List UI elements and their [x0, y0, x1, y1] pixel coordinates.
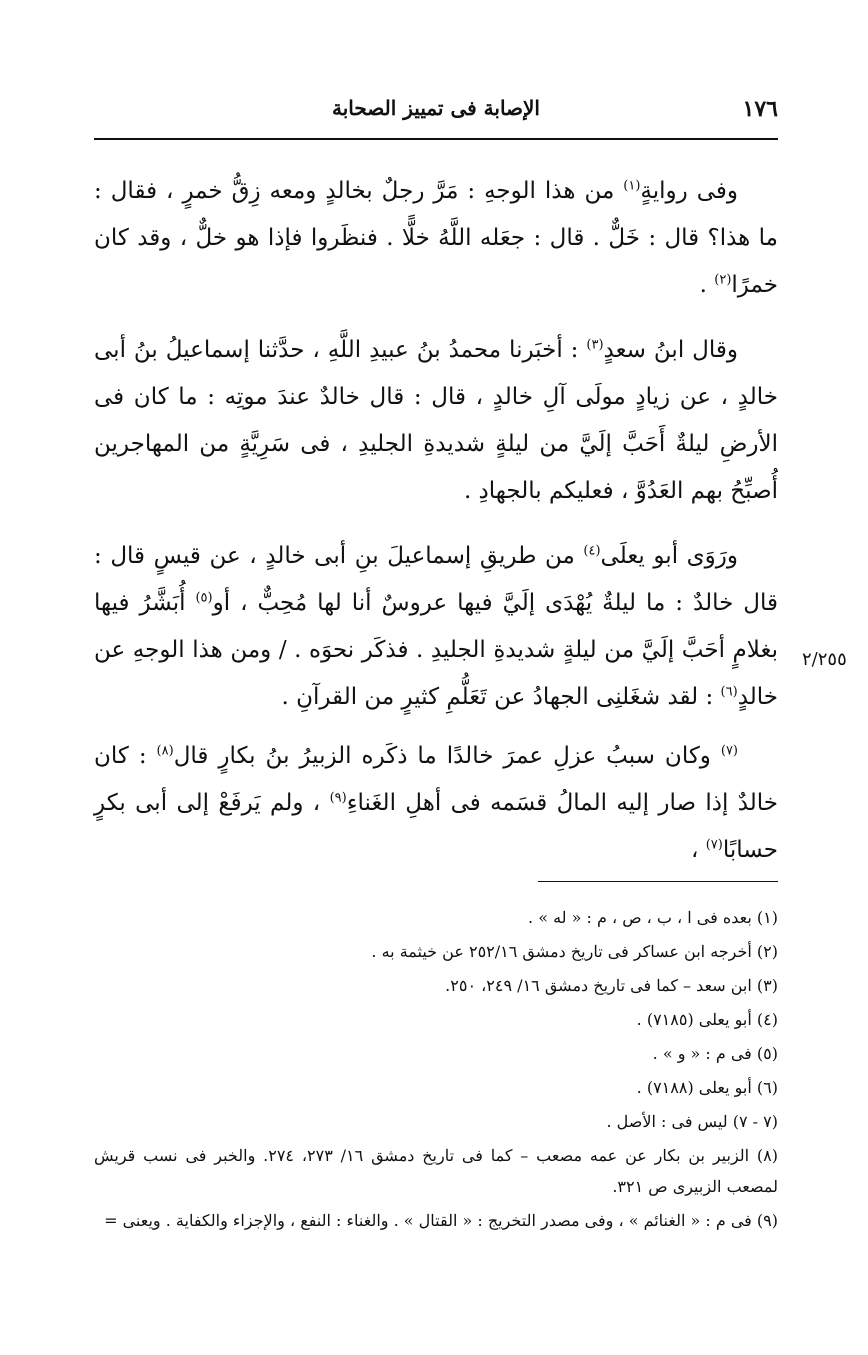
page-number: ١٧٦ — [742, 96, 778, 122]
main-text — [94, 168, 778, 892]
text-run: وفى روايةٍ — [640, 178, 739, 204]
text-run: من هذا الوجهِ : مَرَّ رجلٌ بخالدٍ ومعه زِقُّ خمرٍ ، فقال : ما هذا؟ قال : خَلٌّ . قال : جعَله اللَّهُ خلًّا . فنظَروا فإذا هو خلٌّ ، وقد كان خمرًا — [94, 178, 778, 298]
footnote-marker: (٦) — [720, 684, 738, 700]
text-run: أُبَشَّرُ فيها بغلامٍ أحَبَّ إلَيَّ من ليلةٍ شديدةِ الجليدِ . فذكَر نحوَه . / ومن هذا الوجهِ عن خالدٍ — [94, 590, 778, 710]
footnote-marker: (٥) — [195, 590, 213, 606]
paragraph — [94, 533, 778, 721]
footnote: (٩) فى م : « الغنائم » ، وفى مصدر التخريج : « القتال » . والغناء : النفع ، والإجزاء والكفاية . ويعنى = — [104, 1211, 778, 1230]
footnote: (٦) أبو يعلى (٧١٨٨) . — [636, 1078, 778, 1097]
paragraph — [94, 168, 778, 309]
text-run: : كان خالدٌ إذا صار إليه المالُ قسَمه فى أهلِ الغَناءِ — [94, 743, 778, 816]
text-run: وكان سببُ عزلِ عمرَ خالدًا ما ذكَره الزبيرُ بنُ بكارٍ قال — [173, 743, 721, 769]
footnote: (٢) أخرجه ابن عساكر فى تاريخ دمشق ٢٥٢/١٦ عن خيثمة به . — [371, 942, 778, 961]
footnote: (٣) ابن سعد – كما فى تاريخ دمشق ١٦/ ٢٤٩، ٢٥٠. — [445, 976, 778, 995]
footnote-marker: (٢) — [714, 272, 732, 288]
text-run: وقال ابنُ سعدٍ — [603, 337, 738, 363]
text-run: ، ولم يَرفَعْ إلى أبى بكرٍ حسابًا — [94, 790, 778, 863]
text-run: ، — [690, 837, 706, 863]
paragraph — [94, 733, 778, 874]
footnote-marker: (٧) — [705, 837, 723, 853]
footnote-marker: (٨) — [156, 743, 174, 759]
footnote-marker: (١) — [623, 178, 641, 194]
margin-reference: ٢/٢٥٥ — [802, 649, 847, 670]
footnote: (٨) الزبير بن بكار عن عمه مصعب – كما فى تاريخ دمشق ١٦/ ٢٧٣، ٢٧٤. والخبر فى نسب قريش لمصعب الزبيرى ص ٣٢١. — [94, 1146, 779, 1196]
footnote-separator — [538, 881, 778, 882]
footnote: (٧ - ٧) ليس فى : الأصل . — [606, 1112, 778, 1131]
page-header — [94, 92, 778, 128]
footnote-marker: (٩) — [329, 790, 347, 806]
text-run: : لقد شغَلنِى الجهادُ عن تَعَلُّمِ كثيرٍ من القرآنِ . — [281, 684, 721, 710]
footnote: (١) بعده فى ا ، ب ، ص ، م : « له » . — [528, 908, 778, 927]
footnote-marker: (٤) — [583, 543, 601, 559]
footnote: (٤) أبو يعلى (٧١٨٥) . — [636, 1010, 778, 1029]
running-title: الإصابة فى تمييز الصحابة — [332, 96, 540, 120]
footnote-marker: (٣) — [586, 337, 604, 353]
text-run: من طريقِ إسماعيلَ بنِ أبى خالدٍ ، عن قيسٍ قال : قال خالدٌ : ما ليلةٌ يُهْدَى إلَيَّ فيها عروسٌ أنا لها مُحِبٌّ ، أو — [94, 543, 778, 616]
header-rule — [94, 138, 778, 140]
text-run: . — [699, 272, 715, 298]
footnote-marker: (٧) — [720, 743, 738, 759]
paragraph — [94, 327, 778, 515]
text-run: : أخبَرنا محمدُ بنُ عبيدِ اللَّهِ ، حدَّثنا إسماعيلُ بنُ أبى خالدٍ ، عن زيادٍ مولَى آلِ خالدٍ ، قال : قال خالدٌ عندَ موتِه : ما كان فى الأرضِ ليلةٌ أَحَبَّ إلَيَّ من ليلةٍ شديدةِ الجليدِ ، فى سَرِيَّةٍ من المهاجرين أُصبِّحُ بهم العَدُوَّ ، فعليكم بالجهادِ . — [94, 337, 778, 504]
text-run: ورَوَى أبو يعلَى — [600, 543, 738, 569]
footnote: (٥) فى م : « و » . — [652, 1044, 778, 1063]
footnotes — [94, 902, 778, 1239]
